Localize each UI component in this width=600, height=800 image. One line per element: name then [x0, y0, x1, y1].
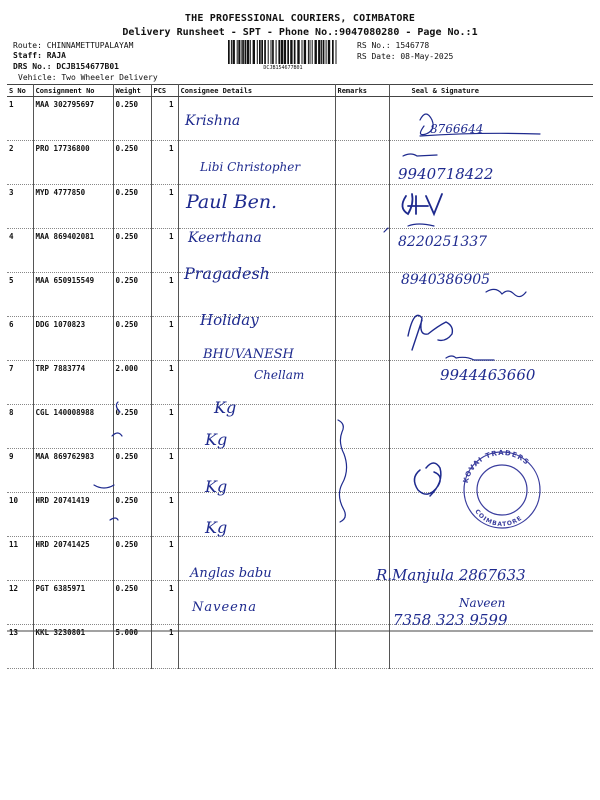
table-row	[7, 185, 593, 229]
r6-consignee-handwriting: Holiday	[200, 311, 259, 329]
barcode-bar	[268, 40, 269, 64]
route-label: Route: CHINNAMETTUPALAYAM	[13, 41, 134, 50]
barcode-bar	[259, 40, 261, 64]
rs-date: RS Date: 08-May-2025	[357, 52, 454, 61]
cell-remarks	[335, 493, 389, 537]
barcode-bar	[242, 40, 244, 64]
seal-text-bottom: COIMBATORE	[473, 508, 524, 529]
barcode-bar	[281, 40, 283, 64]
cell-consignment-no: TRP 7883774	[33, 361, 113, 405]
cell-sno: 3	[7, 185, 33, 229]
cell-sno: 1	[7, 97, 33, 141]
barcode-bar	[310, 40, 311, 64]
cell-seal-signature	[389, 449, 593, 493]
cell-consignment-no: DDG 1070823	[33, 317, 113, 361]
cell-remarks	[335, 581, 389, 625]
barcode-bar	[264, 40, 266, 64]
barcode-text: DCJB154677B01	[263, 65, 303, 71]
table-row	[7, 625, 593, 669]
table-row	[7, 405, 593, 449]
r10-consignee-handwriting: Kg	[205, 477, 228, 496]
cell-consignment-no: MAA 869762983	[33, 449, 113, 493]
runsheet-subtitle: Delivery Runsheet - SPT - Phone No.:9047080280 - Page No.:1	[122, 27, 478, 38]
cell-weight: 0.250	[113, 273, 151, 317]
cell-pcs: 1	[151, 229, 178, 273]
barcode-bar	[231, 40, 232, 64]
r12-signature: R.Manjula 2867633	[376, 566, 526, 584]
cell-consignment-no: MYD 4777850	[33, 185, 113, 229]
cell-consignment-no: PRO 17736800	[33, 141, 113, 185]
r12-consignee-handwriting: Anglas babu	[190, 566, 272, 581]
barcode-bar	[271, 40, 272, 64]
cell-weight: 0.250	[113, 141, 151, 185]
cell-consignment-no: HRD 20741425	[33, 537, 113, 581]
cell-weight: 0.250	[113, 537, 151, 581]
cell-sno: 11	[7, 537, 33, 581]
table-header-row	[7, 85, 593, 97]
col-signature: Seal & Signature	[389, 85, 593, 97]
table-row	[7, 493, 593, 537]
barcode-bar	[241, 40, 242, 64]
cell-remarks	[335, 361, 389, 405]
barcode-bar	[302, 40, 303, 64]
r7-consignee-handwriting-2: Chellam	[254, 368, 305, 382]
drs-number: DRS No.: DCJB154677B01	[13, 62, 119, 71]
col-pcs: PCS	[151, 85, 178, 97]
cell-remarks	[335, 405, 389, 449]
cell-pcs: 1	[151, 625, 178, 669]
r4-consignee-handwriting: Keerthana	[188, 230, 262, 246]
barcode-bar	[321, 40, 322, 64]
barcode-bar	[237, 40, 238, 64]
col-weight: Weight	[113, 85, 151, 97]
cell-weight: 0.250	[113, 449, 151, 493]
cell-consignment-no: MAA 302795697	[33, 97, 113, 141]
r9-consignee-handwriting: Kg	[205, 430, 228, 449]
cell-sno: 7	[7, 361, 33, 405]
cell-pcs: 1	[151, 405, 178, 449]
cell-weight: 0.250	[113, 493, 151, 537]
cell-seal-signature	[389, 625, 593, 669]
barcode-graphic	[228, 40, 338, 66]
cell-weight: 0.250	[113, 581, 151, 625]
cell-remarks	[335, 625, 389, 669]
r2-signature: 9940718422	[398, 165, 494, 183]
table-row	[7, 229, 593, 273]
rs-number: RS No.: 1546778	[357, 41, 430, 50]
cell-pcs: 1	[151, 317, 178, 361]
table-row	[7, 97, 593, 141]
cell-remarks	[335, 229, 389, 273]
barcode-bar	[323, 40, 325, 64]
cell-weight: 0.250	[113, 405, 151, 449]
barcode-bar	[297, 40, 299, 64]
cell-sno: 2	[7, 141, 33, 185]
barcode-bar	[238, 40, 240, 64]
r4-signature: 8220251337	[398, 234, 488, 250]
staff-label: Staff: RAJA	[13, 51, 66, 60]
r1-consignee-handwriting: Krishna	[185, 113, 241, 129]
barcode-bar	[290, 40, 292, 64]
r7-consignee-handwriting: BHUVANESH	[203, 347, 294, 362]
barcode-bar	[228, 40, 230, 64]
cell-seal-signature	[389, 493, 593, 537]
cell-weight: 0.250	[113, 185, 151, 229]
barcode-bar	[257, 40, 258, 64]
cell-seal-signature	[389, 97, 593, 141]
r5-consignee-handwriting: Pragadesh	[184, 264, 270, 283]
cell-sno: 12	[7, 581, 33, 625]
barcode-bar	[287, 40, 289, 64]
cell-sno: 4	[7, 229, 33, 273]
table-row	[7, 449, 593, 493]
r2-consignee-handwriting: Libi Christopher	[200, 160, 301, 174]
cell-pcs: 1	[151, 361, 178, 405]
barcode-bar	[261, 40, 263, 64]
barcode-bar	[272, 40, 274, 64]
cell-consignee-details	[178, 625, 335, 669]
col-consignment: Consignment No	[33, 85, 113, 97]
seal-text-top: KOVAI TRADERS	[461, 448, 531, 484]
r13-consignee-handwriting: Naveena	[192, 600, 257, 615]
cell-sno: 9	[7, 449, 33, 493]
cell-weight: 2.000	[113, 361, 151, 405]
r5-signature: 8940386905	[401, 272, 491, 288]
r13-signature-name: Naveen	[459, 596, 506, 610]
cell-remarks	[335, 273, 389, 317]
cell-weight: 0.250	[113, 97, 151, 141]
cell-seal-signature	[389, 405, 593, 449]
barcode-bar	[253, 40, 255, 64]
cell-sno: 8	[7, 405, 33, 449]
barcode-bar	[315, 40, 317, 64]
col-remarks: Remarks	[335, 85, 389, 97]
barcode-bar	[336, 40, 337, 64]
cell-consignment-no: MAA 650915549	[33, 273, 113, 317]
cell-pcs: 1	[151, 581, 178, 625]
r8-consignee-handwriting: Kg	[214, 398, 237, 417]
barcode-bar	[250, 40, 251, 64]
cell-pcs: 1	[151, 493, 178, 537]
cell-weight: 5.000	[113, 625, 151, 669]
barcode-bar	[233, 40, 235, 64]
cell-consignment-no: CGL 140008988	[33, 405, 113, 449]
r7-signature: 9944463660	[440, 366, 536, 384]
barcode-bar	[318, 40, 320, 64]
cell-weight: 0.250	[113, 317, 151, 361]
cell-consignee-details	[178, 405, 335, 449]
barcode-bar	[308, 40, 309, 64]
barcode-bar	[326, 40, 327, 64]
cell-consignment-no: MAA 869402081	[33, 229, 113, 273]
cell-consignment-no: KKL 3230801	[33, 625, 113, 669]
barcode-bar	[304, 40, 306, 64]
barcode-bar	[247, 40, 249, 64]
cell-remarks	[335, 449, 389, 493]
cell-pcs: 1	[151, 97, 178, 141]
cell-sno: 10	[7, 493, 33, 537]
col-consignee: Consignee Details	[178, 85, 335, 97]
barcode-bar	[312, 40, 313, 64]
barcode-bar	[245, 40, 247, 64]
barcode-bar	[284, 40, 286, 64]
cell-remarks	[335, 185, 389, 229]
barcode-bar	[328, 40, 330, 64]
cell-sno: 13	[7, 625, 33, 669]
cell-consignee-details	[178, 449, 335, 493]
cell-sno: 5	[7, 273, 33, 317]
company-title: THE PROFESSIONAL COURIERS, COIMBATORE	[184, 13, 416, 24]
barcode-bar	[278, 40, 280, 64]
cell-sno: 6	[7, 317, 33, 361]
r3-consignee-handwriting: Paul Ben.	[186, 191, 278, 213]
cell-weight: 0.250	[113, 229, 151, 273]
cell-seal-signature	[389, 317, 593, 361]
vehicle-label: Vehicle: Two Wheeler Delivery	[18, 73, 158, 82]
r11-consignee-handwriting: Kg	[205, 518, 228, 537]
table-row	[7, 317, 593, 361]
cell-consignment-no: PGT 6385971	[33, 581, 113, 625]
cell-remarks	[335, 317, 389, 361]
cell-pcs: 1	[151, 537, 178, 581]
col-sno: S No	[7, 85, 33, 97]
cell-pcs: 1	[151, 273, 178, 317]
cell-seal-signature	[389, 185, 593, 229]
barcode-bar	[294, 40, 296, 64]
barcode-bar	[332, 40, 334, 64]
r1-signature: 8766644	[430, 122, 484, 136]
r13-signature: 7358 323 9599	[393, 611, 508, 629]
cell-pcs: 1	[151, 185, 178, 229]
cell-pcs: 1	[151, 449, 178, 493]
barcode-bar	[276, 40, 277, 64]
cell-consignee-details	[178, 493, 335, 537]
cell-pcs: 1	[151, 141, 178, 185]
cell-remarks	[335, 141, 389, 185]
cell-remarks	[335, 97, 389, 141]
table-row	[7, 273, 593, 317]
cell-consignment-no: HRD 20741419	[33, 493, 113, 537]
